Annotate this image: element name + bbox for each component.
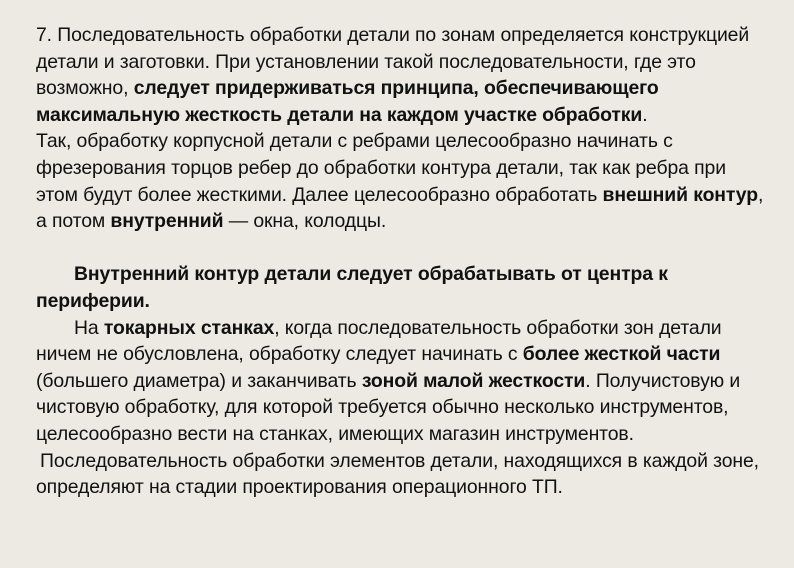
paragraph-lathes: На токарных станках, когда последовательность обработки зон детали ничем не обусловлена, обработку следует начинать с более жесткой части (большего диаметра) и заканчивать зоной малой жесткости. Получистовую и чистовую обработку, для которой требуется обычно несколько инструментов, целесообразно вести на станках, имеющих магазин инструментов. [36, 316, 741, 445]
paragraph-sequence-rule: 7. Последовательность обработки детали по зонам определяется конструкцией детали и заготовки. При установлении такой последовательности, где это возможно, следует придерживаться принципа, обеспечивающего максимальную жесткость детали на каждом участке обработки. [36, 24, 750, 126]
emphasis-low-rigidity-zone: зоной малой жесткости [361, 369, 586, 392]
paragraph-inner-contour [36, 261, 764, 314]
emphasis-inner: внутренний [110, 210, 224, 233]
paragraph-housing-example: Так, обработку корпусной детали с ребрами целесообразно начинать с фрезерования торцов ребер до обработки контура детали, так как ребра при этом будут более жесткими. Далее целесообразно обработать внешний контур, а потом внутренний — окна, колодцы. [36, 130, 764, 233]
paragraph-element-sequence: Последовательность обработки элементов детали, находящихся в каждой зоне, определяют на стадии проектирования операционного ТП. [36, 449, 759, 499]
emphasis-inner-contour-rule: Внутренний контур детали следует обрабатывать от центра к периферии. [36, 263, 668, 312]
emphasis-outer-contour: внешний контур [602, 183, 758, 206]
emphasis-lathes: токарных станках [103, 316, 275, 339]
emphasis-max-rigidity: следует придерживаться принципа, обеспечивающего максимальную жесткость детали на каждом участке обработки [36, 77, 659, 126]
paragraph-gap [36, 235, 764, 262]
emphasis-stiffer-part: более жесткой части [522, 343, 721, 366]
slide-text [36, 22, 764, 501]
